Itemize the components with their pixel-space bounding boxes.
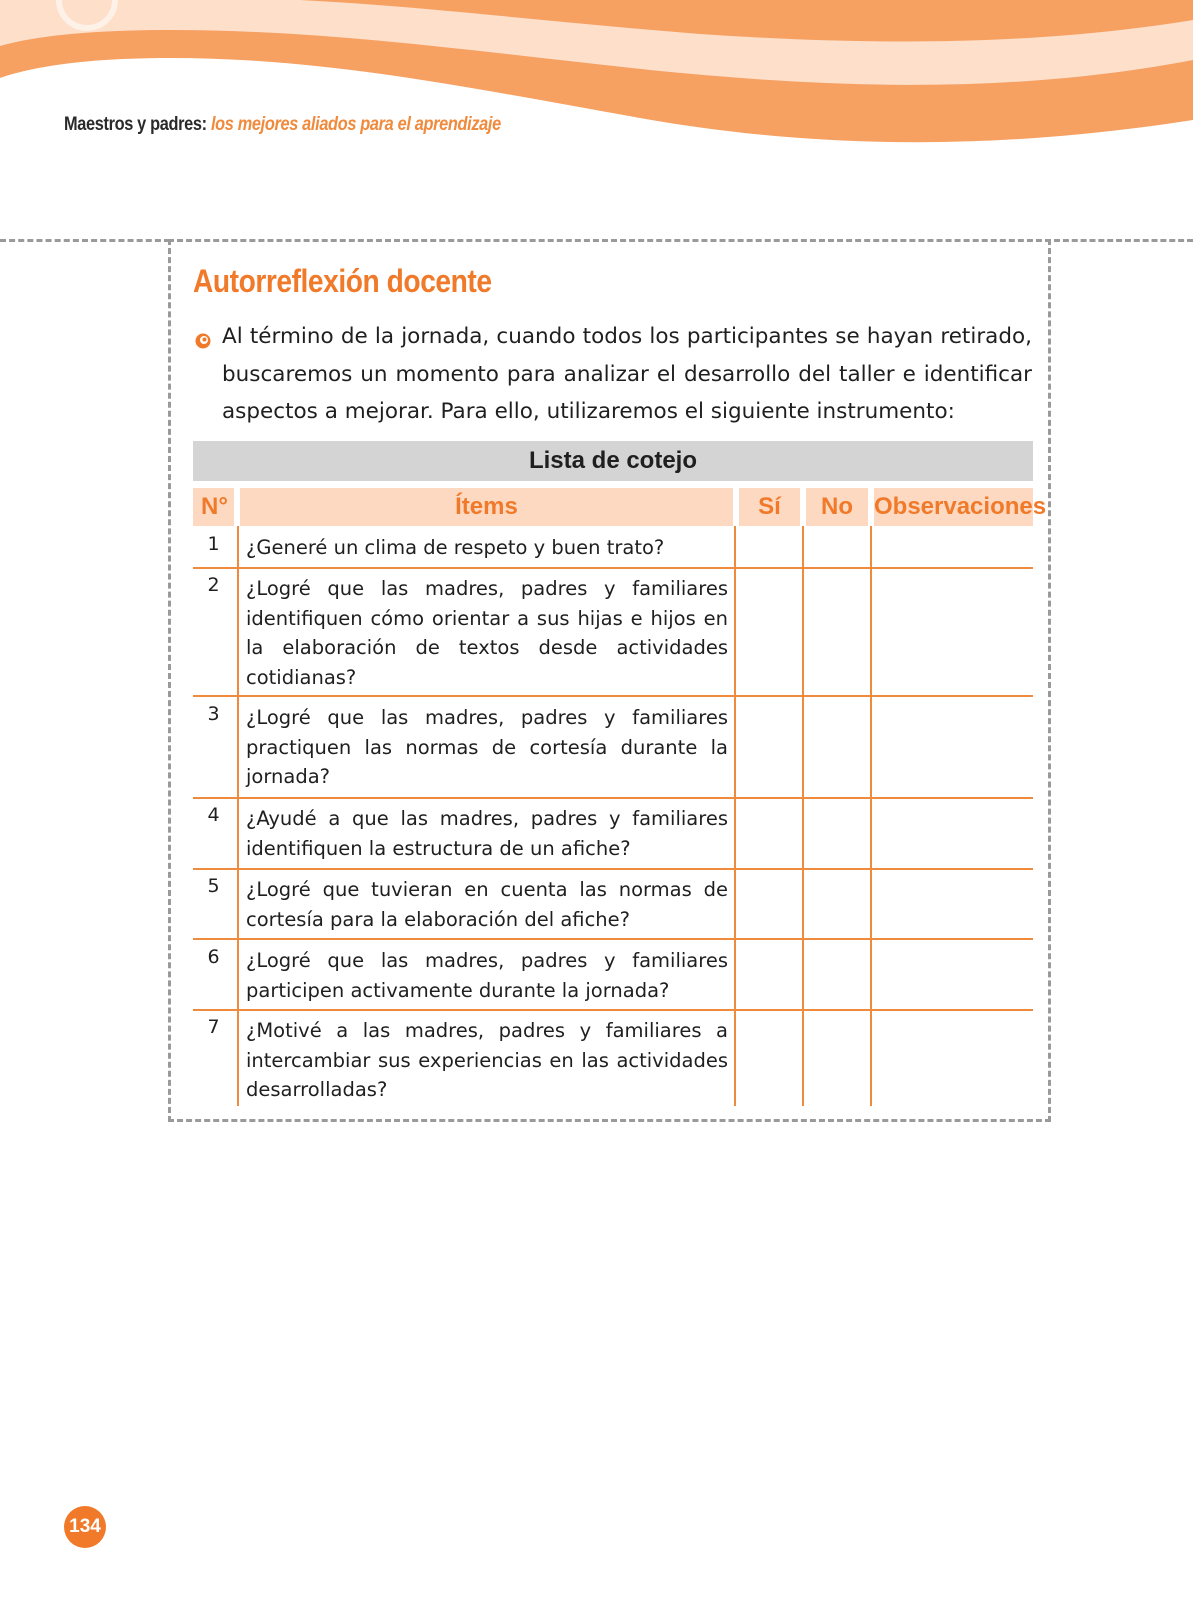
table-title: Lista de cotejo	[193, 441, 1033, 481]
row-number: 4	[207, 804, 220, 826]
header-yes: Sí	[739, 488, 800, 526]
page-number: 134	[64, 1506, 106, 1548]
running-head-subtitle: los mejores aliados para el aprendizaje	[210, 114, 501, 135]
row-number: 2	[207, 574, 220, 596]
row-number: 1	[207, 533, 220, 555]
intro-paragraph: Al término de la jornada, cuando todos los participantes se hayan retirado, buscaremos un momento para analizar el desarrollo del taller e identificar aspectos a mejorar. Para ello, utilizaremos el siguiente instrumento:	[222, 324, 1032, 424]
grid-line	[870, 526, 872, 1106]
grid-line	[237, 526, 239, 1106]
running-head	[64, 114, 501, 136]
running-head-lead: Maestros y padres:	[64, 114, 207, 135]
dashed-rule-right	[1054, 239, 1193, 242]
row-item: ¿Motivé a las madres, padres y familiares a intercambiar sus experiencias en las actividades desarrolladas?	[246, 1019, 728, 1101]
grid-line	[193, 567, 1033, 569]
grid-line	[802, 526, 804, 1106]
row-item: ¿Logré que las madres, padres y familiares identifiquen cómo orientar a sus hijas e hijos en la elaboración de textos desde actividades cotidianas?	[246, 577, 728, 689]
header-wave-decoration	[0, 0, 1193, 160]
row-item: ¿Logré que tuvieran en cuenta las normas de cortesía para la elaboración del afiche?	[246, 878, 728, 931]
row-item: ¿Logré que las madres, padres y familiares participen activamente durante la jornada?	[246, 949, 728, 1002]
header-observations: Observaciones	[874, 488, 1033, 526]
grid-line	[193, 938, 1033, 940]
header-no: No	[806, 488, 868, 526]
grid-line	[193, 868, 1033, 870]
row-item: ¿Generé un clima de respeto y buen trato?	[246, 536, 665, 559]
row-number: 3	[207, 703, 220, 725]
row-number: 6	[207, 946, 220, 968]
section-title: Autorreflexión docente	[193, 263, 492, 299]
header-items: Ítems	[240, 488, 733, 526]
grid-line	[193, 695, 1033, 697]
grid-line	[193, 797, 1033, 799]
header-number: N°	[193, 488, 234, 526]
bullet-icon	[195, 333, 211, 349]
row-number: 5	[207, 875, 220, 897]
row-item: ¿Ayudé a que las madres, padres y familiares identifiquen la estructura de un afiche?	[246, 807, 728, 860]
row-item: ¿Logré que las madres, padres y familiares practiquen las normas de cortesía durante la jornada?	[246, 706, 728, 788]
grid-line	[193, 1009, 1033, 1011]
grid-line	[734, 526, 736, 1106]
dashed-rule-left	[0, 239, 170, 242]
row-number: 7	[207, 1016, 220, 1038]
